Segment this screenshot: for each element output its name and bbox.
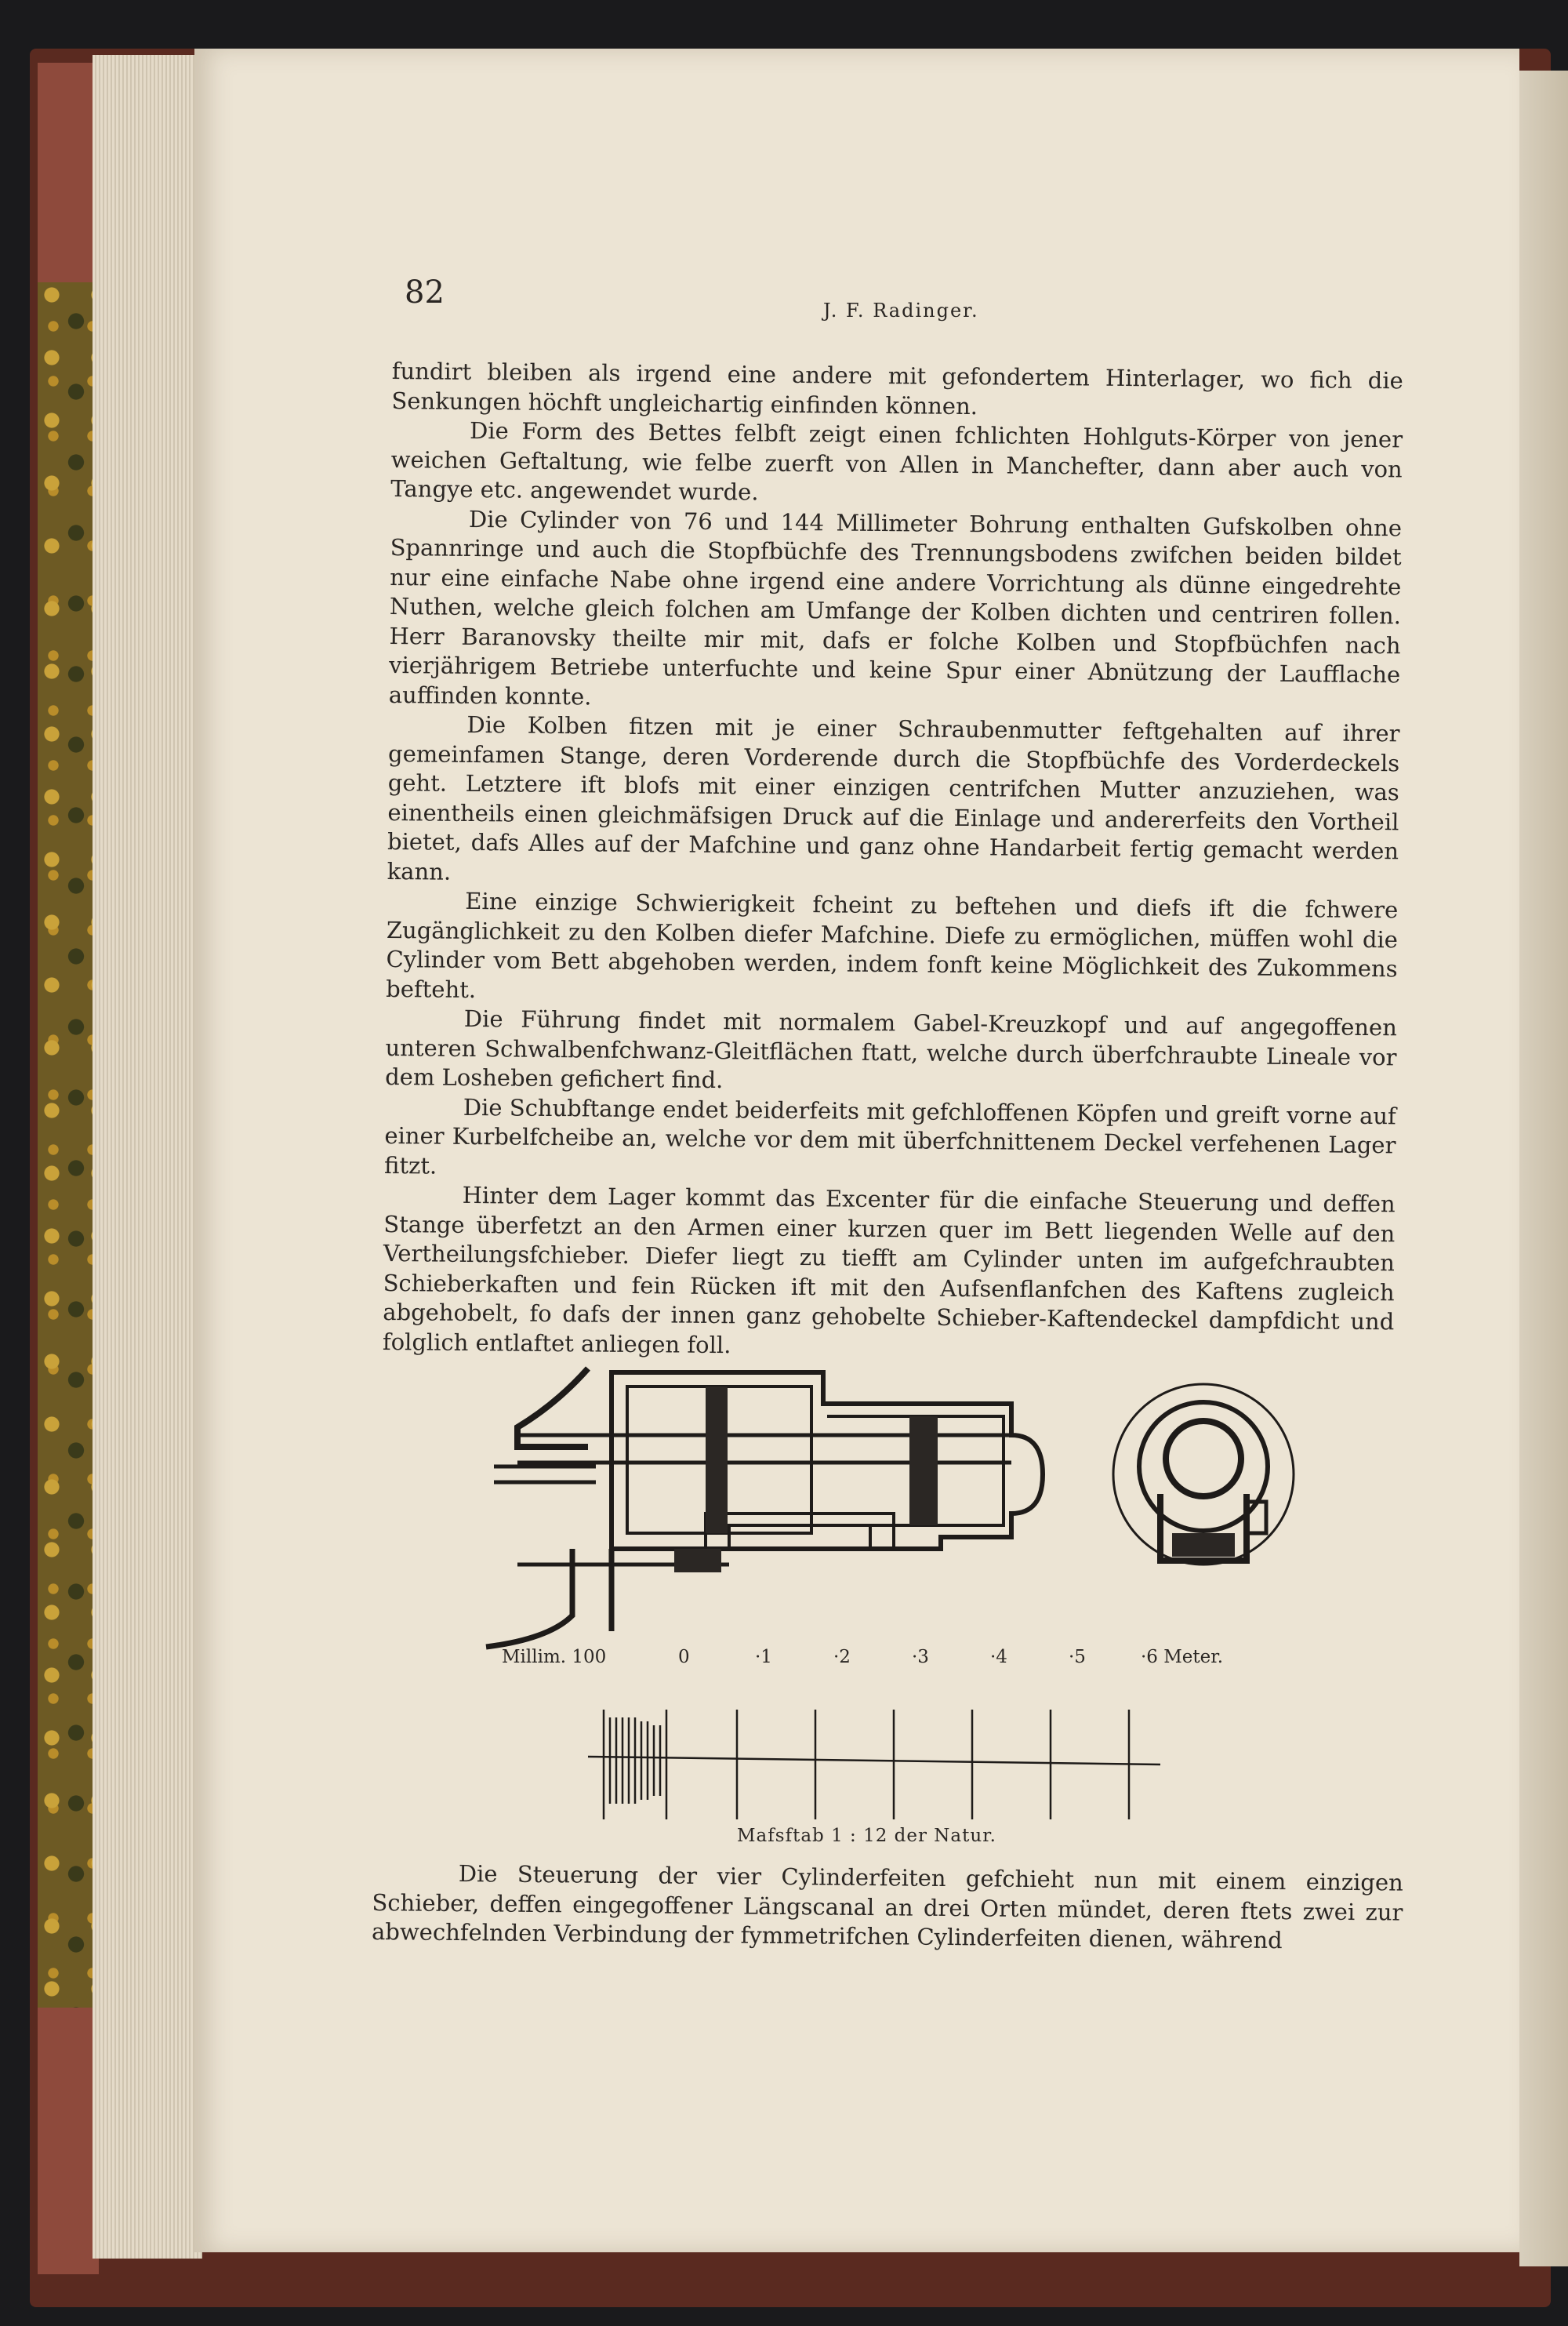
scale-label: ·6 Meter. <box>1141 1647 1224 1667</box>
paragraph: fundirt bleiben als irgend eine andere mit gefondertem Hinterlager, wo fich die Senkungen höchft ungleichartig einfinden können. <box>391 357 1403 420</box>
scale-label: ·1 <box>755 1647 772 1667</box>
paragraph: Eine einzige Schwierigkeit fcheint zu beftehen und diefs ift die fchwere Zugänglichkeit zu den Kolben diefer Mafchine. Diefe zu ermöglichen, müffen wohl die Cylinder vom Bett abgehoben werden, indem fonft keine Möglichkeit des Zukommens befteht. <box>386 887 1399 1003</box>
paragraph: Die Cylinder von 76 und 144 Millimeter Bohrung enthalten Gufskolben ohne Spannringe und auch die Stopfbüchfe des Trennungsbodens zwifchen beiden bildet nur eine einfache Nabe ohne irgend eine andere Vorrichtung als dünne eingedrehte Nuthen, welche gleich folchen am Umfange der Kolben dichten und centriren follen. Herr Baranovsky theilte mir mit, dafs er folche Kolben und Stopfbüchfen nach vierjährigem Betriebe unterfuchte und keine Spur einer Abnützung der Laufflache auffinden konnte. <box>388 505 1403 710</box>
scale-caption: Mafsftab 1 : 12 der Natur. <box>737 1826 996 1846</box>
scale-labels <box>502 1647 1254 1678</box>
spine-leather-bottom <box>38 2008 99 2274</box>
body-text <box>383 357 1403 1366</box>
scale-label: ·5 <box>1069 1647 1086 1667</box>
engine-section-drawing <box>470 1357 1333 1670</box>
scale-label: ·2 <box>833 1647 851 1667</box>
page-number: 82 <box>405 274 445 311</box>
marbled-edge <box>38 282 101 2008</box>
paragraph: Hinter dem Lager kommt das Excenter für die einfache Steuerung und deffen Stange überfetzt an den Armen einer kurzen quer im Bett liegenden Welle auf den Vertheilungsfchieber. Diefer liegt zu tiefft am Cylinder unten im aufgefchraubten Schieberkaften und fein Rücken ift mit den Aufsenflanfchen des Kaftens zugleich abgehobelt, fo dafs der innen ganz gehobelte Schieber-Kaftendeckel dampfdicht und folglich entlaftet anliegen foll. <box>382 1181 1396 1358</box>
paragraph: Die Steuerung der vier Cylinderfeiten gefchieht nun mit einem einzigen Schieber, deffen eingegoffener Längscanal an drei Orten mündet, deren ftets zwei zur abwechfelnden Verbindung der fymmetrifchen Cylinderfeiten dienen, während <box>371 1860 1403 1954</box>
scale-label: 0 <box>678 1647 690 1667</box>
paragraph: Die Form des Bettes felbft zeigt einen fchlichten Hohlguts-Körper von jener weichen Geftaltung, wie felbe zuerft von Allen in Manchefter, dann aber auch von Tangye etc. angewendet wurde. <box>390 416 1403 506</box>
paragraph: Die Kolben fitzen mit je einer Schraubenmutter feftgehalten auf ihrer gemeinfamen Stange, deren Vorderende durch die Stopfbüchfe des Vorderdeckels geht. Letztere ift blofs mit einer einzigen centrifchen Mutter anzuziehen, was einentheils einen gleichmäfsigen Druck auf die Einlage und andererfeits den Vortheil bietet, dafs Alles auf der Mafchine und ganz ohne Handarbeit fertig gemacht werden kann. <box>387 711 1400 885</box>
paragraph: Die Schubftange endet beiderfeits mit gefchloffenen Köpfen und greift vorne auf einer Kurbelfcheibe an, welche vor dem mit überfchnittenem Deckel verfehenen Lager fitzt. <box>383 1093 1396 1179</box>
scale-label: ·4 <box>990 1647 1007 1667</box>
facing-page-edge <box>1519 71 1568 2266</box>
body-text-bottom <box>372 1859 1403 1957</box>
running-head: J. F. Radinger. <box>823 300 979 322</box>
page-stack-edges <box>93 55 202 2259</box>
scale-bar <box>580 1686 1176 1835</box>
scale-label: Millim. 100 <box>502 1647 607 1667</box>
paragraph: Die Führung findet mit normalem Gabel-Kreuzkopf und auf angegoffenen unteren Schwalbenfchwanz-Gleitflächen ftatt, welche durch überfchraubte Lineale vor dem Losheben gefichert find. <box>385 1005 1398 1094</box>
spine-leather-top <box>38 63 99 290</box>
scale-label: ·3 <box>912 1647 929 1667</box>
